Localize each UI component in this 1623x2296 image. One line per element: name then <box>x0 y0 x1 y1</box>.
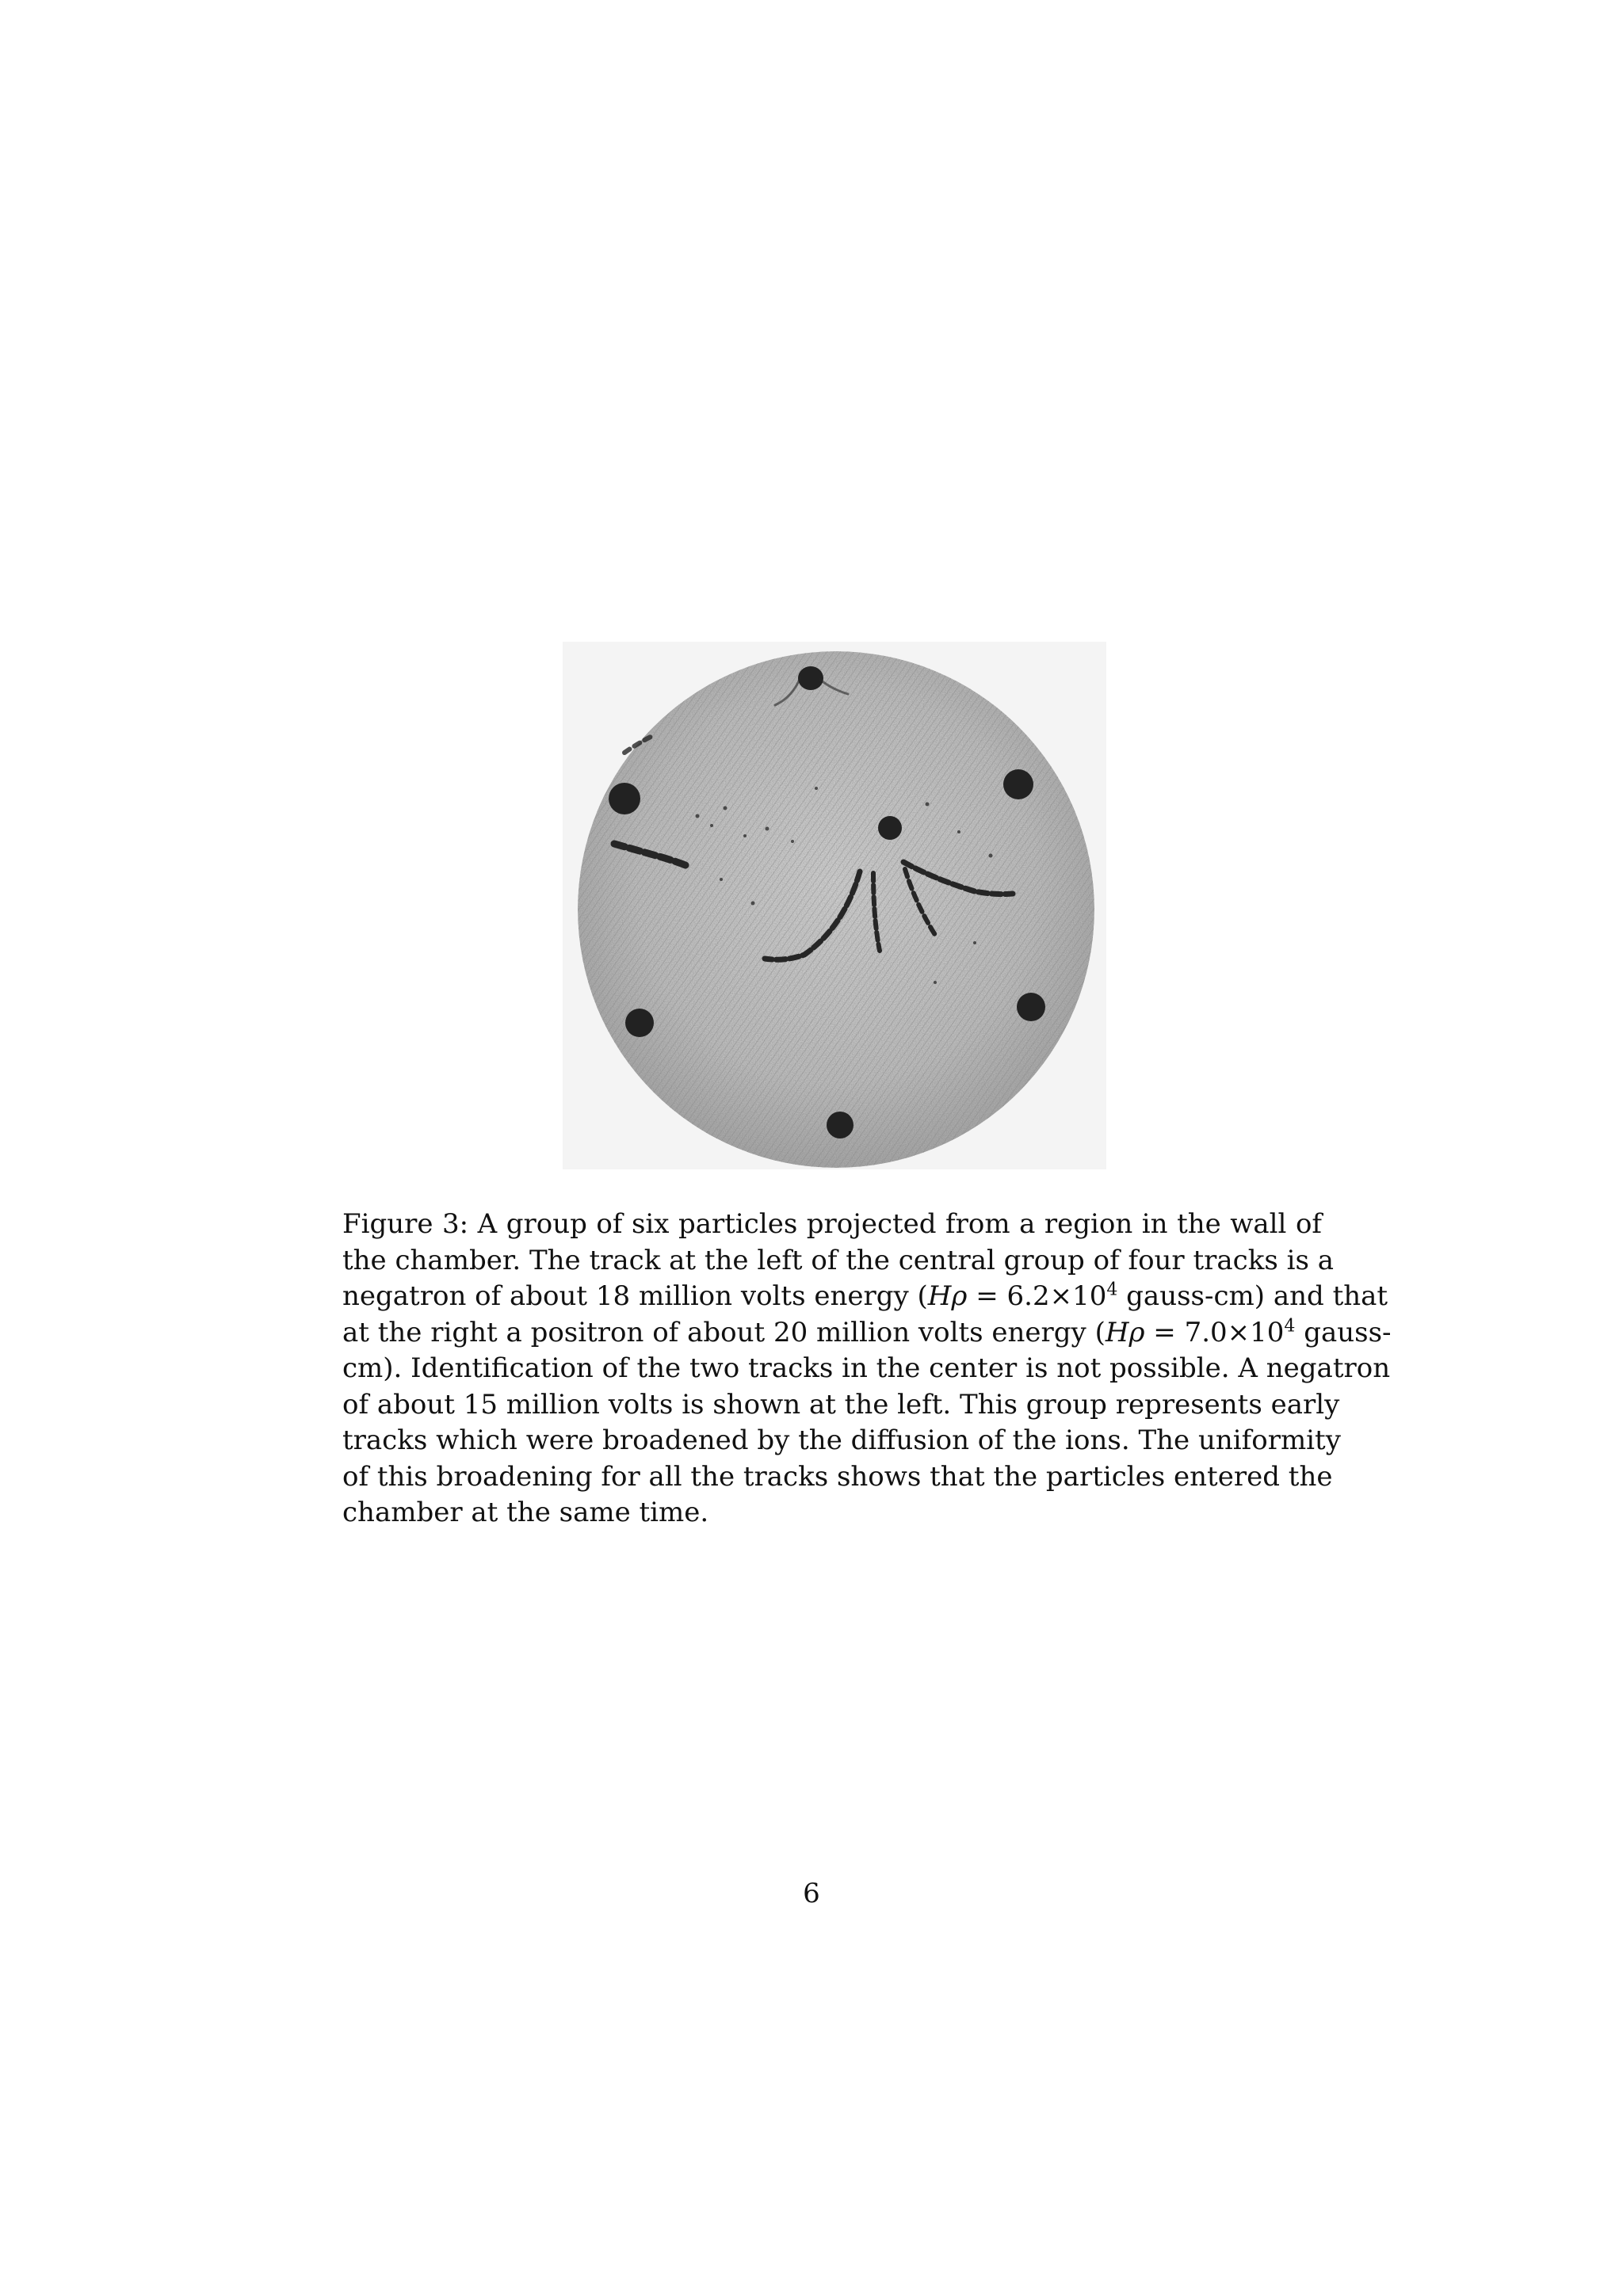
caption-line-5: cm). Identification of the two tracks in the center is not possible. A negatron <box>342 1352 1391 1384</box>
caption-line-8: of this broadening for all the tracks shows that the particles entered the <box>342 1460 1333 1493</box>
value-1: 6.2×10 <box>1006 1280 1107 1312</box>
hrho-symbol-1: Hρ <box>927 1280 968 1312</box>
caption-line-6: of about 15 million volts is shown at the left. This group represents early <box>342 1388 1340 1421</box>
equals-1: = <box>967 1280 1007 1312</box>
caption-line-4 <box>342 1315 1392 1352</box>
exponent-2: 4 <box>1284 1316 1296 1337</box>
unit-1: gauss-cm) and that <box>1117 1280 1388 1312</box>
caption-line-2: the chamber. The track at the left of the central group of four tracks is a <box>342 1244 1334 1276</box>
cloud-chamber-photograph <box>563 642 1106 1169</box>
value-2: 7.0×10 <box>1184 1316 1285 1348</box>
figure-caption <box>342 1207 1392 1531</box>
unit-2: gauss- <box>1295 1316 1392 1348</box>
equals-2: = <box>1144 1316 1185 1348</box>
caption-line-9: chamber at the same time. <box>342 1497 709 1528</box>
exponent-1: 4 <box>1106 1280 1118 1300</box>
caption-line-7: tracks which were broadened by the diffusion of the ions. The uniformity <box>342 1425 1341 1456</box>
caption-line-3-text: negatron of about 18 million volts energy ( <box>342 1280 928 1312</box>
hrho-symbol-2: Hρ <box>1105 1316 1145 1348</box>
caption-line-1: Figure 3: A group of six particles projected from a region in the wall of <box>342 1208 1322 1240</box>
page-number: 6 <box>803 1878 820 1909</box>
caption-line-3 <box>342 1279 1388 1315</box>
caption-line-4-text: at the right a positron of about 20 million volts energy ( <box>342 1316 1106 1348</box>
